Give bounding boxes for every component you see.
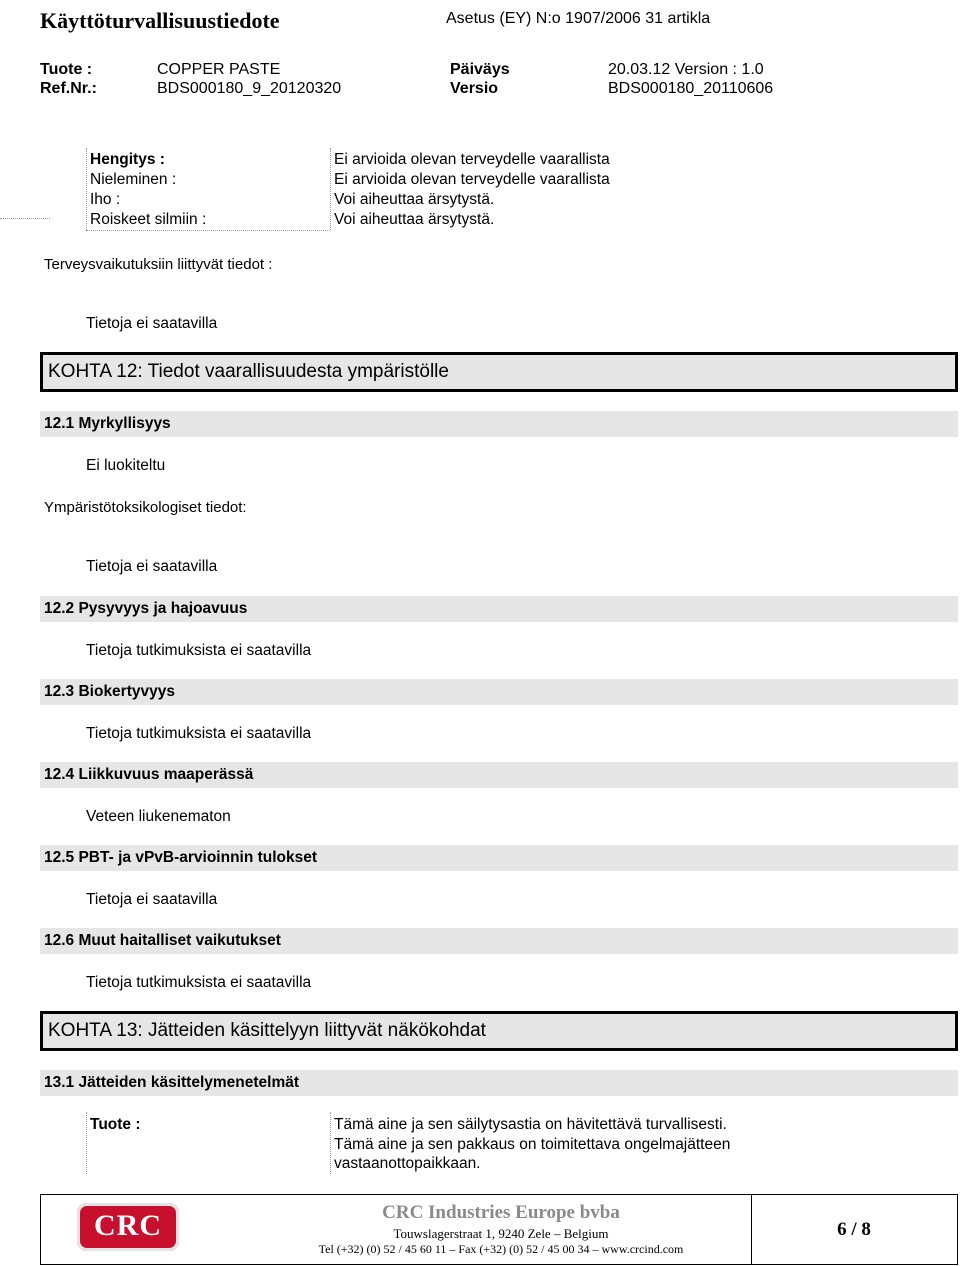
section-12-title: KOHTA 12: Tiedot vaarallisuudesta ympäristölle (48, 361, 449, 382)
subsection-12-2 (40, 596, 958, 622)
product-value: COPPER PASTE (157, 61, 281, 78)
section-12-header (40, 352, 958, 392)
exposure-value-ingestion: Ei arvioida olevan terveydelle vaarallista (334, 171, 610, 188)
health-info-value: Tietoja ei saatavilla (86, 315, 218, 332)
disposal-line-2: Tämä aine ja sen pakkaus on toimitettava ongelmajätteen (334, 1136, 731, 1153)
health-info-label: Terveysvaikutuksiin liittyvät tiedot : (44, 256, 273, 273)
ecotox-label: Ympäristötoksikologiset tiedot: (44, 499, 247, 516)
exposure-label-breathing: Hengitys : (90, 151, 165, 168)
subsection-12-4 (40, 762, 958, 788)
subsection-12-2-title: 12.2 Pysyvyys ja hajoavuus (44, 600, 248, 617)
page-number: 6 / 8 (837, 1219, 871, 1240)
version-value: BDS000180_20110606 (608, 80, 774, 97)
version-label: Versio (450, 80, 499, 97)
page-number-box (751, 1195, 957, 1264)
section-13-title: KOHTA 13: Jätteiden käsittelyyn liittyvät näkökohdat (48, 1020, 486, 1041)
table-left-border (86, 148, 87, 230)
subsection-12-1-title: 12.1 Myrkyllisyys (44, 415, 171, 432)
company-name: CRC Industries Europe bvba (382, 1202, 620, 1223)
disposal-table-left-border (86, 1112, 87, 1174)
subsection-12-4-value: Veteen liukenematon (86, 808, 231, 825)
margin-dotted-line (0, 218, 50, 219)
company-contact: Tel (+32) (0) 52 / 45 60 11 – Fax (+32) (0) 52 / 45 00 34 – www.crcind.com (318, 1242, 684, 1256)
exposure-label-ingestion: Nieleminen : (90, 171, 177, 188)
date-label: Päiväys (450, 61, 510, 78)
exposure-value-skin: Voi aiheuttaa ärsytystä. (334, 191, 495, 208)
subsection-12-6 (40, 928, 958, 954)
subsection-13-1-title: 13.1 Jätteiden käsittelymenetelmät (44, 1074, 300, 1091)
document-title: Käyttöturvallisuustiedote (40, 8, 280, 33)
product-label: Tuote : (40, 61, 93, 78)
subsection-12-5-title: 12.5 PBT- ja vPvB-arvioinnin tulokset (44, 849, 318, 866)
disposal-table-divider (330, 1112, 331, 1174)
table-bottom-border (86, 230, 330, 231)
disposal-line-3: vastaanottopaikkaan. (334, 1155, 481, 1172)
ref-label: Ref.Nr.: (40, 80, 97, 97)
crc-logo (77, 1203, 179, 1251)
crc-logo-text: CRC (94, 1209, 162, 1242)
subsection-12-6-title: 12.6 Muut haitalliset vaikutukset (44, 932, 281, 949)
subsection-12-3 (40, 679, 958, 705)
disposal-product-label: Tuote : (90, 1116, 141, 1133)
table-divider (330, 148, 331, 230)
date-value: 20.03.12 Version : 1.0 (608, 61, 764, 78)
subsection-12-5-value: Tietoja ei saatavilla (86, 891, 218, 908)
subsection-12-3-value: Tietoja tutkimuksista ei saatavilla (86, 725, 312, 742)
subsection-12-3-title: 12.3 Biokertyvyys (44, 683, 175, 700)
subsection-13-1 (40, 1070, 958, 1096)
subsection-12-4-title: 12.4 Liikkuvuus maaperässä (44, 766, 254, 783)
ecotox-value: Tietoja ei saatavilla (86, 558, 218, 575)
subsection-12-2-value: Tietoja tutkimuksista ei saatavilla (86, 642, 312, 659)
disposal-line-1: Tämä aine ja sen säilytysastia on hävitettävä turvallisesti. (334, 1116, 727, 1133)
section-13-header (40, 1011, 958, 1051)
subsection-12-6-value: Tietoja tutkimuksista ei saatavilla (86, 974, 312, 991)
company-address: Touwslagerstraat 1, 9240 Zele – Belgium (393, 1226, 609, 1241)
regulation-reference: Asetus (EY) N:o 1907/2006 31 artikla (446, 10, 711, 27)
exposure-label-eyes: Roiskeet silmiin : (90, 211, 207, 228)
exposure-value-eyes: Voi aiheuttaa ärsytystä. (334, 211, 495, 228)
subsection-12-5 (40, 845, 958, 871)
ref-value: BDS000180_9_20120320 (157, 80, 342, 97)
exposure-value-breathing: Ei arvioida olevan terveydelle vaarallista (334, 151, 610, 168)
subsection-12-1-value: Ei luokiteltu (86, 457, 166, 474)
subsection-12-1 (40, 411, 958, 437)
exposure-label-skin: Iho : (90, 191, 121, 208)
page-footer (40, 1194, 958, 1265)
